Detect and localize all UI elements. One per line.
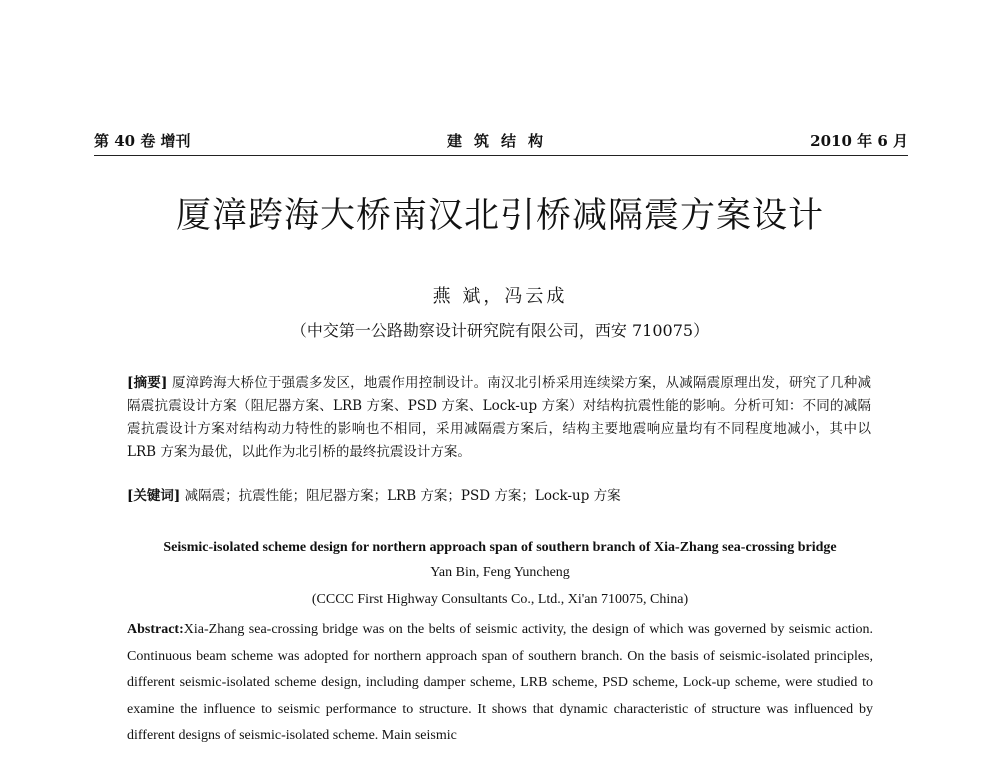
- abstract-cn: [127, 372, 871, 464]
- journal-volume: 第 40 卷 增刊: [94, 132, 191, 150]
- abstract-cn-label: [摘要]: [127, 375, 168, 391]
- abstract-en-text: Xia-Zhang sea-crossing bridge was on the belts of seismic activity, the design of which was governed by seismic action. Continuous beam scheme was adopted for northern approach span of southern branch. On the basis of seismic-isolated principles, different seismic-isolated scheme design, including damper scheme, LRB scheme, PSD scheme, Lock-up scheme, were studied to examine the influence to seismic performance to structure. It shows that dynamic characteristic of structure was influenced by different designs of seismic-isolated scheme. Main seismic: [127, 622, 873, 743]
- abstract-en-label: Abstract:: [127, 622, 184, 637]
- abstract-en: [127, 617, 873, 750]
- journal-name: 建筑结构: [446, 132, 555, 150]
- paper-title-cn: 厦漳跨海大桥南汉北引桥减隔震方案设计: [175, 196, 824, 236]
- paper-title-en: Seismic-isolated scheme design for northern approach span of southern branch of Xia-Zhang sea-crossing bridge: [163, 540, 837, 555]
- keywords-cn-text: 减隔震；抗震性能；阻尼器方案；LRB 方案；PSD 方案；Lock-up 方案: [184, 488, 621, 504]
- keywords-cn: [127, 484, 871, 504]
- running-header: [94, 127, 908, 156]
- authors-cn: 燕 斌，冯云成: [432, 286, 568, 307]
- keywords-cn-label: [关键词]: [127, 488, 181, 504]
- affiliation-en: (CCCC First Highway Consultants Co., Ltd., Xi'an 710075, China): [311, 592, 689, 607]
- affiliation-cn: （中交第一公路勘察设计研究院有限公司，西安 710075）: [290, 321, 710, 340]
- abstract-cn-text: 厦漳跨海大桥位于强震多发区，地震作用控制设计。南汉北引桥采用连续梁方案，从减隔震原理出发，研究了几种减隔震抗震设计方案（阻尼器方案、LRB 方案、PSD 方案、Lock-up 方案）对结构抗震性能的影响。分析可知：不同的减隔震抗震设计方案对结构动力特性的影响也不相同，采用减隔震方案后，结构主要地震响应量均有不同程度地减小，其中以 LRB 方案为最优，以此作为北引桥的最终抗震设计方案。: [127, 375, 872, 460]
- authors-en: Yan Bin, Feng Yuncheng: [430, 565, 570, 580]
- publication-date: 2010 年 6 月: [810, 132, 908, 150]
